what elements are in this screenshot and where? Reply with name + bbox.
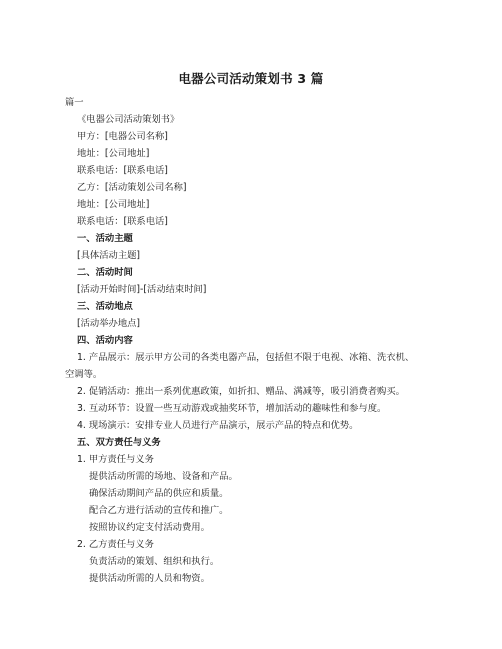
- contract-title: 《电器公司活动策划书》: [77, 114, 180, 125]
- party-b-address: 地址：[公司地址]: [77, 199, 150, 210]
- content-item-3: 3. 互动环节：设置一些互动游戏或抽奖环节，增加活动的趣味性和参与度。: [77, 403, 387, 414]
- party-a-duty-1: 提供活动所需的场地、设备和产品。: [89, 471, 238, 482]
- content-item-4: 4. 现场演示：安排专业人员进行产品演示，展示产品的特点和优势。: [77, 420, 359, 431]
- location-value: [活动举办地点]: [77, 318, 141, 329]
- party-a-duty-2: 确保活动期间产品的供应和质量。: [89, 488, 229, 499]
- party-b-phone: 联系电话：[联系电话]: [77, 216, 168, 227]
- theme-value: [具体活动主题]: [77, 250, 141, 261]
- section-label: 篇一: [65, 97, 84, 108]
- heading-theme: 一、活动主题: [77, 233, 133, 244]
- heading-responsibilities: 五、双方责任与义务: [77, 437, 161, 448]
- content-item-1-continued: 空调等。: [65, 369, 103, 380]
- heading-content: 四、活动内容: [77, 335, 133, 346]
- time-value: [活动开始时间]-[活动结束时间]: [77, 284, 207, 295]
- party-b-name: 乙方：[活动策划公司名称]: [77, 182, 187, 193]
- content-item-2: 2. 促销活动：推出一系列优惠政策，如折扣、赠品、满减等，吸引消费者购买。: [77, 386, 405, 397]
- party-b-duties-heading: 2. 乙方责任与义务: [77, 539, 154, 550]
- heading-location: 三、活动地点: [77, 301, 133, 312]
- party-a-address: 地址：[公司地址]: [77, 148, 150, 159]
- document-title: 电器公司活动策划书 3 篇: [178, 71, 324, 86]
- party-a-duties-heading: 1. 甲方责任与义务: [77, 454, 154, 465]
- party-a-name: 甲方：[电器公司名称]: [77, 131, 168, 142]
- content-item-1: 1. 产品展示：展示甲方公司的各类电器产品，包括但不限于电视、冰箱、洗衣机、: [77, 352, 415, 363]
- party-a-duty-3: 配合乙方进行活动的宣传和推广。: [89, 505, 229, 516]
- party-b-duty-1: 负责活动的策划、组织和执行。: [89, 556, 220, 567]
- party-b-duty-2: 提供活动所需的人员和物资。: [89, 573, 210, 584]
- heading-time: 二、活动时间: [77, 267, 133, 278]
- party-a-phone: 联系电话：[联系电话]: [77, 165, 168, 176]
- party-a-duty-4: 按照协议约定支付活动费用。: [89, 522, 210, 533]
